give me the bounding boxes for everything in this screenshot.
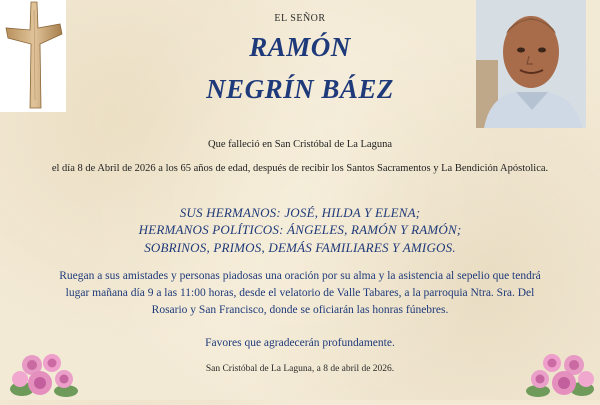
thanks-text: Favores que agradecerán profundamente.: [205, 337, 395, 349]
deceased-first-name: RAMÓN: [249, 32, 351, 62]
death-date-text: el día 8 de Abril de 2026 a los 65 años de edad, después de recibir los Santos Sacramentos y La Bendición Apóstolica.: [51, 163, 549, 174]
flowers-right: [524, 345, 596, 400]
death-place-text: Que falleció en San Cristóbal de La Laguna: [208, 139, 392, 150]
header-label: EL SEÑOR: [274, 13, 326, 24]
family-siblings: SUS HERMANOS: JOSÉ, HILDA Y ELENA;: [179, 205, 421, 220]
place-date-text: San Cristóbal de La Laguna, a 8 de abril de 2026.: [205, 364, 395, 374]
family-others: SOBRINOS, PRIMOS, DEMÁS FAMILIARES Y AMIGOS.: [144, 240, 456, 255]
flowers-left: [8, 345, 80, 400]
family-in-laws: HERMANOS POLÍTICOS: ÁNGELES, RAMÓN Y RAMÓN;: [138, 222, 462, 237]
funeral-request-text: Ruegan a sus amistades y personas piadosas una oración por su alma y la asistencia al sepelio que tendrá lugar mañana día 9 a las 11:00 horas, desde el velatorio de Valle Tabares, a la parroquia Ntra. Sra. Del Rosario y San Francisco, donde se oficiarán las honras fúnebres.: [59, 270, 541, 316]
deceased-surnames: NEGRÍN BÁEZ: [206, 74, 394, 104]
pink-roses-icon: [8, 345, 80, 400]
pink-roses-icon: [524, 345, 596, 400]
